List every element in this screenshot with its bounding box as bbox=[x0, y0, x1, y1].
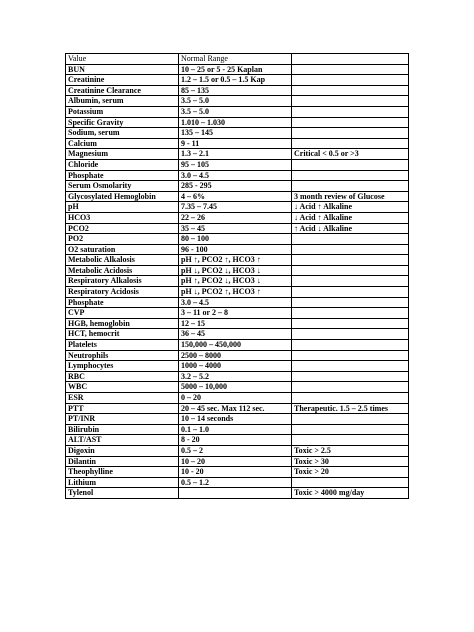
cell-notes bbox=[292, 106, 409, 117]
cell-normal-range: 80 – 100 bbox=[179, 234, 292, 245]
table-row bbox=[66, 202, 409, 213]
cell-value: Creatinine bbox=[66, 75, 179, 86]
cell-normal-range: pH ↓, PCO2 ↓, HCO3 ↓ bbox=[179, 265, 292, 276]
cell-value: ESR bbox=[66, 393, 179, 404]
cell-notes bbox=[292, 234, 409, 245]
table-row bbox=[66, 255, 409, 266]
cell-normal-range: 3.0 – 4.5 bbox=[179, 170, 292, 181]
cell-value: HCO3 bbox=[66, 212, 179, 223]
cell-value: Potassium bbox=[66, 106, 179, 117]
cell-normal-range: 3.2 – 5.2 bbox=[179, 371, 292, 382]
table-row bbox=[66, 424, 409, 435]
cell-value: Albumin, serum bbox=[66, 96, 179, 107]
cell-notes bbox=[292, 265, 409, 276]
cell-normal-range: 5000 – 10,000 bbox=[179, 382, 292, 393]
cell-value: Tylenol bbox=[66, 488, 179, 499]
table-row bbox=[66, 318, 409, 329]
cell-normal-range: 20 – 45 sec. Max 112 sec. bbox=[179, 403, 292, 414]
cell-notes: Therapeutic. 1.5 – 2.5 times bbox=[292, 403, 409, 414]
table-row bbox=[66, 350, 409, 361]
cell-notes bbox=[292, 361, 409, 372]
cell-value: Serum Osmolarity bbox=[66, 181, 179, 192]
cell-notes bbox=[292, 424, 409, 435]
cell-value: O2 saturation bbox=[66, 244, 179, 255]
table-row bbox=[66, 340, 409, 351]
cell-notes bbox=[292, 75, 409, 86]
cell-value: PCO2 bbox=[66, 223, 179, 234]
table-row bbox=[66, 477, 409, 488]
cell-notes bbox=[292, 393, 409, 404]
cell-value: CVP bbox=[66, 308, 179, 319]
table-row bbox=[66, 287, 409, 298]
cell-value: pH bbox=[66, 202, 179, 213]
table-row bbox=[66, 456, 409, 467]
cell-value: Magnesium bbox=[66, 149, 179, 160]
cell-normal-range: 285 - 295 bbox=[179, 181, 292, 192]
cell-value: Lymphocytes bbox=[66, 361, 179, 372]
table-row bbox=[66, 265, 409, 276]
header-normal-range: Normal Range bbox=[179, 54, 292, 65]
cell-value: Specific Gravity bbox=[66, 117, 179, 128]
table-row bbox=[66, 149, 409, 160]
cell-notes: 3 month review of Glucose bbox=[292, 191, 409, 202]
table-row bbox=[66, 488, 409, 499]
table-row bbox=[66, 117, 409, 128]
cell-normal-range: 1.010 – 1.030 bbox=[179, 117, 292, 128]
cell-value: Dilantin bbox=[66, 456, 179, 467]
cell-value: Lithium bbox=[66, 477, 179, 488]
cell-notes: ↓ Acid ↑ Alkaline bbox=[292, 212, 409, 223]
cell-value: Bilirubin bbox=[66, 424, 179, 435]
cell-normal-range: 3 – 11 or 2 – 8 bbox=[179, 308, 292, 319]
cell-normal-range: 135 – 145 bbox=[179, 128, 292, 139]
cell-notes bbox=[292, 64, 409, 75]
cell-value: Phosphate bbox=[66, 297, 179, 308]
cell-notes bbox=[292, 159, 409, 170]
cell-notes bbox=[292, 382, 409, 393]
table-row bbox=[66, 96, 409, 107]
cell-notes bbox=[292, 96, 409, 107]
header-value: Value bbox=[66, 54, 179, 65]
cell-normal-range: 7.35 – 7.45 bbox=[179, 202, 292, 213]
cell-normal-range: 22 – 26 bbox=[179, 212, 292, 223]
cell-notes bbox=[292, 477, 409, 488]
cell-notes bbox=[292, 308, 409, 319]
cell-value: RBC bbox=[66, 371, 179, 382]
cell-notes bbox=[292, 414, 409, 425]
table-row bbox=[66, 75, 409, 86]
cell-normal-range: 10 - 20 bbox=[179, 467, 292, 478]
cell-normal-range: 12 – 15 bbox=[179, 318, 292, 329]
lab-values-body bbox=[66, 54, 409, 499]
cell-notes bbox=[292, 117, 409, 128]
cell-normal-range: 0.5 – 2 bbox=[179, 445, 292, 456]
table-row bbox=[66, 85, 409, 96]
cell-notes bbox=[292, 287, 409, 298]
table-row bbox=[66, 308, 409, 319]
cell-normal-range: 95 – 105 bbox=[179, 159, 292, 170]
cell-notes: Toxic > 4000 mg/day bbox=[292, 488, 409, 499]
table-row bbox=[66, 435, 409, 446]
cell-normal-range: 3.5 – 5.0 bbox=[179, 106, 292, 117]
table-row bbox=[66, 106, 409, 117]
cell-normal-range: 10 – 14 seconds bbox=[179, 414, 292, 425]
cell-notes bbox=[292, 255, 409, 266]
cell-notes: Toxic > 30 bbox=[292, 456, 409, 467]
cell-notes: ↑ Acid ↓ Alkaline bbox=[292, 223, 409, 234]
cell-notes bbox=[292, 371, 409, 382]
cell-value: Metabolic Alkalosis bbox=[66, 255, 179, 266]
cell-normal-range: 0 – 20 bbox=[179, 393, 292, 404]
cell-normal-range: 96 - 100 bbox=[179, 244, 292, 255]
cell-notes bbox=[292, 244, 409, 255]
table-row bbox=[66, 223, 409, 234]
cell-value: WBC bbox=[66, 382, 179, 393]
cell-notes bbox=[292, 181, 409, 192]
cell-normal-range: 8 - 20 bbox=[179, 435, 292, 446]
table-row bbox=[66, 170, 409, 181]
table-row bbox=[66, 297, 409, 308]
cell-value: Theophylline bbox=[66, 467, 179, 478]
cell-normal-range: pH ↓, PCO2 ↑, HCO3 ↑ bbox=[179, 287, 292, 298]
cell-value: Chloride bbox=[66, 159, 179, 170]
cell-value: Calcium bbox=[66, 138, 179, 149]
table-row bbox=[66, 371, 409, 382]
cell-notes bbox=[292, 329, 409, 340]
cell-normal-range bbox=[179, 488, 292, 499]
cell-notes: ↓ Acid ↑ Alkaline bbox=[292, 202, 409, 213]
table-row bbox=[66, 393, 409, 404]
cell-notes bbox=[292, 85, 409, 96]
cell-value: Sodium, serum bbox=[66, 128, 179, 139]
table-row bbox=[66, 191, 409, 202]
cell-normal-range: 0.5 – 1.2 bbox=[179, 477, 292, 488]
cell-value: Phosphate bbox=[66, 170, 179, 181]
table-row bbox=[66, 382, 409, 393]
cell-normal-range: 10 – 25 or 5 - 25 Kaplan bbox=[179, 64, 292, 75]
cell-normal-range: 150,000 – 450,000 bbox=[179, 340, 292, 351]
table-row bbox=[66, 128, 409, 139]
cell-value: BUN bbox=[66, 64, 179, 75]
cell-notes bbox=[292, 340, 409, 351]
table-row bbox=[66, 138, 409, 149]
table-row bbox=[66, 276, 409, 287]
cell-value: Digoxin bbox=[66, 445, 179, 456]
table-row bbox=[66, 403, 409, 414]
cell-normal-range: 36 – 45 bbox=[179, 329, 292, 340]
cell-notes bbox=[292, 170, 409, 181]
table-row bbox=[66, 234, 409, 245]
cell-notes bbox=[292, 128, 409, 139]
table-row bbox=[66, 361, 409, 372]
cell-normal-range: 3.0 – 4.5 bbox=[179, 297, 292, 308]
cell-notes bbox=[292, 435, 409, 446]
header-notes bbox=[292, 54, 409, 65]
cell-normal-range: 0.1 – 1.0 bbox=[179, 424, 292, 435]
cell-normal-range: 10 – 20 bbox=[179, 456, 292, 467]
header-row bbox=[66, 54, 409, 65]
cell-normal-range: 4 – 6% bbox=[179, 191, 292, 202]
cell-value: PO2 bbox=[66, 234, 179, 245]
cell-value: Neutrophils bbox=[66, 350, 179, 361]
cell-value: PTT bbox=[66, 403, 179, 414]
table-row bbox=[66, 212, 409, 223]
table-row bbox=[66, 181, 409, 192]
lab-values-table bbox=[65, 53, 409, 499]
table-row bbox=[66, 467, 409, 478]
cell-normal-range: 3.5 – 5.0 bbox=[179, 96, 292, 107]
cell-notes: Toxic > 20 bbox=[292, 467, 409, 478]
cell-value: Platelets bbox=[66, 340, 179, 351]
table-row bbox=[66, 159, 409, 170]
table-row bbox=[66, 64, 409, 75]
cell-value: Respiratory Alkalosis bbox=[66, 276, 179, 287]
cell-notes bbox=[292, 318, 409, 329]
table-row bbox=[66, 414, 409, 425]
cell-value: Respiratory Acidosis bbox=[66, 287, 179, 298]
cell-normal-range: 1.3 – 2.1 bbox=[179, 149, 292, 160]
cell-notes bbox=[292, 297, 409, 308]
cell-value: Metabolic Acidosis bbox=[66, 265, 179, 276]
cell-normal-range: pH ↑, PCO2 ↑, HCO3 ↑ bbox=[179, 255, 292, 266]
cell-value: HCT, hemocrit bbox=[66, 329, 179, 340]
table-row bbox=[66, 445, 409, 456]
cell-notes bbox=[292, 138, 409, 149]
cell-notes: Toxic > 2.5 bbox=[292, 445, 409, 456]
cell-normal-range: 1.2 – 1.5 or 0.5 – 1.5 Kap bbox=[179, 75, 292, 86]
cell-value: Creatinine Clearance bbox=[66, 85, 179, 96]
cell-notes bbox=[292, 276, 409, 287]
cell-notes: Critical < 0.5 or >3 bbox=[292, 149, 409, 160]
cell-normal-range: 35 – 45 bbox=[179, 223, 292, 234]
cell-notes bbox=[292, 350, 409, 361]
cell-value: ALT/AST bbox=[66, 435, 179, 446]
cell-normal-range: 2500 – 8000 bbox=[179, 350, 292, 361]
cell-normal-range: 9 - 11 bbox=[179, 138, 292, 149]
cell-normal-range: pH ↑, PCO2 ↓, HCO3 ↓ bbox=[179, 276, 292, 287]
cell-normal-range: 1000 – 4000 bbox=[179, 361, 292, 372]
cell-value: PT/INR bbox=[66, 414, 179, 425]
cell-value: Glycosylated Hemoglobin bbox=[66, 191, 179, 202]
table-row bbox=[66, 329, 409, 340]
cell-value: HGB, hemoglobin bbox=[66, 318, 179, 329]
table-row bbox=[66, 244, 409, 255]
cell-normal-range: 85 – 135 bbox=[179, 85, 292, 96]
